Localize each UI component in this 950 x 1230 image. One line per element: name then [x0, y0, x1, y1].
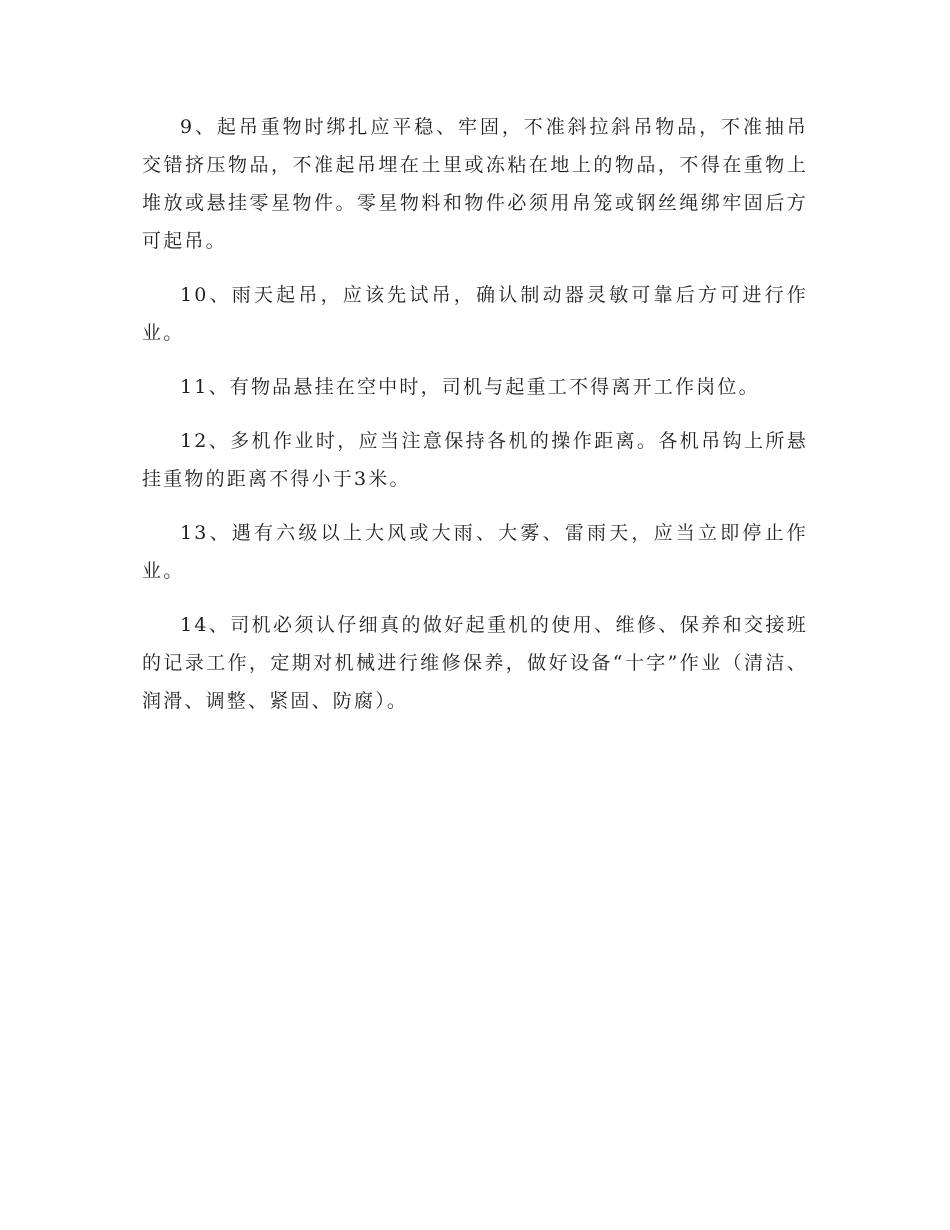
paragraph-item-10: 10、雨天起吊，应该先试吊，确认制动器灵敏可靠后方可进行作业。 [142, 284, 808, 344]
paragraph-item-11: 11、有物品悬挂在空中时，司机与起重工不得离开工作岗位。 [180, 376, 760, 398]
paragraph-item-14: 14、司机必须认仔细真的做好起重机的使用、维修、保养和交接班的记录工作，定期对机械进行维修保养，做好设备“十字”作业（清洁、润滑、调整、紧固、防腐）。 [142, 614, 808, 712]
paragraph-item-12: 12、多机作业时，应当注意保持各机的操作距离。各机吊钩上所悬挂重物的距离不得小于3米。 [142, 430, 808, 490]
document-body [142, 108, 808, 736]
paragraph-item-9: 9、起吊重物时绑扎应平稳、牢固，不准斜拉斜吊物品，不准抽吊交错挤压物品，不准起吊埋在土里或冻粘在地上的物品，不得在重物上堆放或悬挂零星物件。零星物料和物件必须用帛笼或钢丝绳绑牢固后方可起吊。 [142, 116, 808, 252]
paragraph-item-13: 13、遇有六级以上大风或大雨、大雾、雷雨天，应当立即停止作业。 [142, 522, 808, 582]
